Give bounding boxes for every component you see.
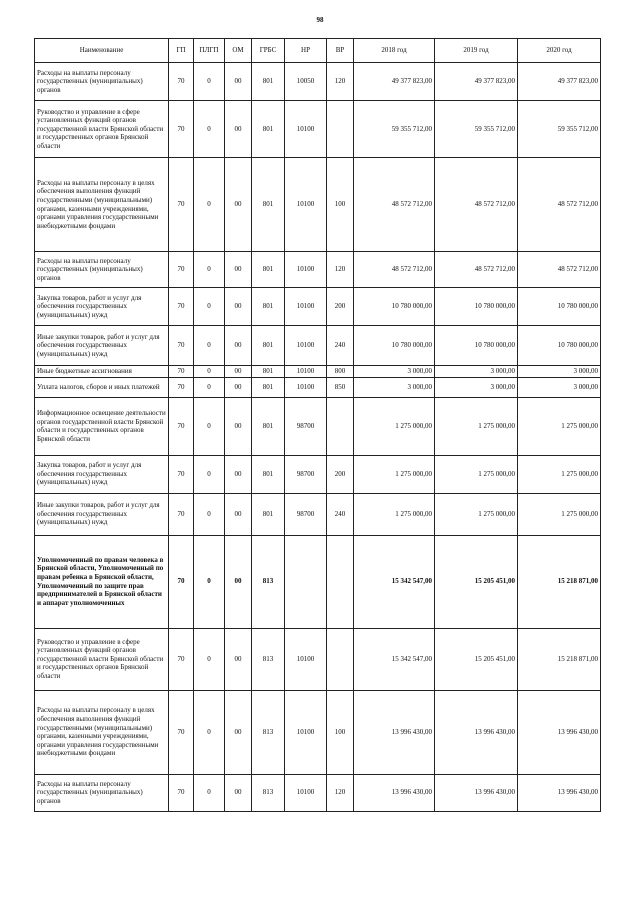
cell-gp: 70 xyxy=(169,493,194,535)
cell-nr: 10100 xyxy=(285,690,327,774)
cell-name: Расходы на выплаты персоналу государственных (муниципальных) органов xyxy=(35,63,169,101)
cell-vr: 200 xyxy=(327,455,354,493)
cell-gp: 70 xyxy=(169,397,194,455)
table-row xyxy=(35,493,601,535)
cell-om: 00 xyxy=(225,397,252,455)
cell-2018: 10 780 000,00 xyxy=(354,288,435,326)
cell-name: Руководство и управление в сфере установленных функций органов государственной власти Брянской области и государственных органов Брянской области xyxy=(35,628,169,690)
cell-grbs: 801 xyxy=(252,377,285,397)
cell-2018: 59 355 712,00 xyxy=(354,101,435,158)
cell-2020: 48 572 712,00 xyxy=(518,158,601,252)
cell-vr: 240 xyxy=(327,493,354,535)
cell-nr: 98700 xyxy=(285,493,327,535)
cell-gp: 70 xyxy=(169,158,194,252)
header-name: Наименование xyxy=(35,39,169,63)
cell-gp: 70 xyxy=(169,377,194,397)
cell-plgp: 0 xyxy=(194,628,225,690)
table-row xyxy=(35,326,601,366)
cell-grbs: 801 xyxy=(252,455,285,493)
cell-2019: 15 205 451,00 xyxy=(435,628,518,690)
cell-name: Расходы на выплаты персоналу государственных (муниципальных) органов xyxy=(35,774,169,811)
cell-vr xyxy=(327,101,354,158)
cell-plgp: 0 xyxy=(194,397,225,455)
cell-nr: 10100 xyxy=(285,774,327,811)
cell-name: Расходы на выплаты персоналу в целях обеспечения выполнения функций государственными (муниципальными) органами, казенными учреждениями, органами управления государственными внебюджетными фондами xyxy=(35,158,169,252)
header-2020: 2020 год xyxy=(518,39,601,63)
cell-om: 00 xyxy=(225,774,252,811)
cell-2019: 10 780 000,00 xyxy=(435,326,518,366)
cell-nr: 10100 xyxy=(285,377,327,397)
cell-gp: 70 xyxy=(169,455,194,493)
cell-gp: 70 xyxy=(169,101,194,158)
cell-2018: 13 996 430,00 xyxy=(354,774,435,811)
cell-grbs: 801 xyxy=(252,397,285,455)
table-row xyxy=(35,366,601,378)
cell-grbs: 801 xyxy=(252,63,285,101)
cell-plgp: 0 xyxy=(194,101,225,158)
cell-nr: 10100 xyxy=(285,101,327,158)
cell-vr xyxy=(327,535,354,628)
cell-nr: 10100 xyxy=(285,158,327,252)
cell-name: Иные закупки товаров, работ и услуг для обеспечения государственных (муниципальных) нужд xyxy=(35,326,169,366)
cell-2020: 1 275 000,00 xyxy=(518,397,601,455)
cell-2020: 10 780 000,00 xyxy=(518,326,601,366)
cell-om: 00 xyxy=(225,252,252,288)
cell-gp: 70 xyxy=(169,288,194,326)
cell-nr xyxy=(285,535,327,628)
cell-om: 00 xyxy=(225,377,252,397)
cell-om: 00 xyxy=(225,493,252,535)
cell-name: Руководство и управление в сфере установленных функций органов государственной власти Брянской области и государственных органов Брянской области xyxy=(35,101,169,158)
cell-2019: 1 275 000,00 xyxy=(435,397,518,455)
cell-plgp: 0 xyxy=(194,493,225,535)
cell-2020: 10 780 000,00 xyxy=(518,288,601,326)
cell-2019: 3 000,00 xyxy=(435,366,518,378)
cell-vr xyxy=(327,628,354,690)
cell-2018: 13 996 430,00 xyxy=(354,690,435,774)
cell-gp: 70 xyxy=(169,252,194,288)
cell-vr: 100 xyxy=(327,690,354,774)
cell-2019: 3 000,00 xyxy=(435,377,518,397)
cell-2019: 15 205 451,00 xyxy=(435,535,518,628)
cell-plgp: 0 xyxy=(194,455,225,493)
header-plgp: ПЛГП xyxy=(194,39,225,63)
cell-plgp: 0 xyxy=(194,326,225,366)
page-number: 98 xyxy=(316,16,324,24)
table-row xyxy=(35,455,601,493)
table-row xyxy=(35,288,601,326)
cell-nr: 10100 xyxy=(285,366,327,378)
cell-plgp: 0 xyxy=(194,366,225,378)
cell-name: Расходы на выплаты персоналу в целях обеспечения выполнения функций государственными (муниципальными) органами, казенными учреждениями, органами управления государственными внебюджетными фондами xyxy=(35,690,169,774)
cell-2018: 15 342 547,00 xyxy=(354,628,435,690)
table-row xyxy=(35,397,601,455)
cell-om: 00 xyxy=(225,535,252,628)
cell-2018: 1 275 000,00 xyxy=(354,397,435,455)
cell-om: 00 xyxy=(225,63,252,101)
header-vr: ВР xyxy=(327,39,354,63)
cell-2018: 1 275 000,00 xyxy=(354,455,435,493)
cell-name: Информационное освещение деятельности органов государственной власти Брянской области и государственных органов Брянской области xyxy=(35,397,169,455)
cell-om: 00 xyxy=(225,366,252,378)
cell-plgp: 0 xyxy=(194,377,225,397)
table-row xyxy=(35,63,601,101)
cell-2019: 1 275 000,00 xyxy=(435,455,518,493)
cell-gp: 70 xyxy=(169,63,194,101)
header-2019: 2019 год xyxy=(435,39,518,63)
header-grbs: ГРБС xyxy=(252,39,285,63)
cell-name: Иные бюджетные ассигнования xyxy=(35,366,169,378)
cell-plgp: 0 xyxy=(194,252,225,288)
cell-nr: 98700 xyxy=(285,397,327,455)
cell-vr xyxy=(327,397,354,455)
cell-nr: 10100 xyxy=(285,288,327,326)
cell-nr: 10100 xyxy=(285,252,327,288)
cell-grbs: 813 xyxy=(252,690,285,774)
header-nr: НР xyxy=(285,39,327,63)
header-gp: ГП xyxy=(169,39,194,63)
header-row xyxy=(35,39,601,63)
cell-2018: 3 000,00 xyxy=(354,366,435,378)
cell-name: Расходы на выплаты персоналу государственных (муниципальных) органов xyxy=(35,252,169,288)
cell-vr: 200 xyxy=(327,288,354,326)
table-row xyxy=(35,377,601,397)
cell-plgp: 0 xyxy=(194,288,225,326)
cell-vr: 100 xyxy=(327,158,354,252)
table-row xyxy=(35,774,601,811)
cell-name: Иные закупки товаров, работ и услуг для обеспечения государственных (муниципальных) нужд xyxy=(35,493,169,535)
cell-gp: 70 xyxy=(169,366,194,378)
cell-2018: 48 572 712,00 xyxy=(354,158,435,252)
cell-2020: 48 572 712,00 xyxy=(518,252,601,288)
cell-grbs: 801 xyxy=(252,326,285,366)
cell-2018: 49 377 823,00 xyxy=(354,63,435,101)
cell-gp: 70 xyxy=(169,535,194,628)
cell-om: 00 xyxy=(225,628,252,690)
cell-2020: 49 377 823,00 xyxy=(518,63,601,101)
header-om: ОМ xyxy=(225,39,252,63)
cell-om: 00 xyxy=(225,101,252,158)
cell-2019: 13 996 430,00 xyxy=(435,774,518,811)
cell-vr: 800 xyxy=(327,366,354,378)
cell-2019: 1 275 000,00 xyxy=(435,493,518,535)
cell-2020: 15 218 871,00 xyxy=(518,535,601,628)
table-row xyxy=(35,535,601,628)
cell-vr: 240 xyxy=(327,326,354,366)
cell-2019: 48 572 712,00 xyxy=(435,252,518,288)
cell-2018: 15 342 547,00 xyxy=(354,535,435,628)
cell-grbs: 813 xyxy=(252,535,285,628)
cell-2019: 49 377 823,00 xyxy=(435,63,518,101)
cell-2020: 15 218 871,00 xyxy=(518,628,601,690)
cell-grbs: 801 xyxy=(252,288,285,326)
cell-grbs: 801 xyxy=(252,366,285,378)
cell-2018: 10 780 000,00 xyxy=(354,326,435,366)
cell-gp: 70 xyxy=(169,690,194,774)
cell-2018: 48 572 712,00 xyxy=(354,252,435,288)
cell-plgp: 0 xyxy=(194,690,225,774)
cell-2018: 3 000,00 xyxy=(354,377,435,397)
cell-grbs: 813 xyxy=(252,628,285,690)
table-row xyxy=(35,101,601,158)
table-row xyxy=(35,690,601,774)
cell-grbs: 801 xyxy=(252,101,285,158)
cell-name: Закупка товаров, работ и услуг для обеспечения государственных (муниципальных) нужд xyxy=(35,455,169,493)
cell-name: Уплата налогов, сборов и иных платежей xyxy=(35,377,169,397)
cell-2020: 13 996 430,00 xyxy=(518,774,601,811)
table-row xyxy=(35,252,601,288)
table-row xyxy=(35,628,601,690)
cell-gp: 70 xyxy=(169,326,194,366)
cell-nr: 98700 xyxy=(285,455,327,493)
cell-vr: 850 xyxy=(327,377,354,397)
cell-plgp: 0 xyxy=(194,535,225,628)
cell-2019: 10 780 000,00 xyxy=(435,288,518,326)
cell-grbs: 801 xyxy=(252,252,285,288)
cell-2019: 59 355 712,00 xyxy=(435,101,518,158)
cell-vr: 120 xyxy=(327,252,354,288)
cell-2020: 3 000,00 xyxy=(518,366,601,378)
cell-nr: 10050 xyxy=(285,63,327,101)
cell-name: Закупка товаров, работ и услуг для обеспечения государственных (муниципальных) нужд xyxy=(35,288,169,326)
cell-plgp: 0 xyxy=(194,158,225,252)
budget-table xyxy=(34,38,601,812)
cell-om: 00 xyxy=(225,455,252,493)
cell-2020: 1 275 000,00 xyxy=(518,455,601,493)
cell-vr: 120 xyxy=(327,774,354,811)
cell-om: 00 xyxy=(225,288,252,326)
header-2018: 2018 год xyxy=(354,39,435,63)
cell-vr: 120 xyxy=(327,63,354,101)
cell-nr: 10100 xyxy=(285,326,327,366)
cell-2018: 1 275 000,00 xyxy=(354,493,435,535)
cell-2020: 13 996 430,00 xyxy=(518,690,601,774)
cell-plgp: 0 xyxy=(194,63,225,101)
cell-name: Уполномоченный по правам человека в Брянской области, Уполномоченный по правам ребенка в Брянской области, Уполномоченный по защите прав предпринимателей в Брянской области и аппарат уполномоченных xyxy=(35,535,169,628)
cell-2019: 48 572 712,00 xyxy=(435,158,518,252)
cell-nr: 10100 xyxy=(285,628,327,690)
cell-om: 00 xyxy=(225,158,252,252)
cell-plgp: 0 xyxy=(194,774,225,811)
cell-2019: 13 996 430,00 xyxy=(435,690,518,774)
cell-2020: 1 275 000,00 xyxy=(518,493,601,535)
table-row xyxy=(35,158,601,252)
cell-om: 00 xyxy=(225,690,252,774)
table-body xyxy=(35,63,601,812)
cell-grbs: 813 xyxy=(252,774,285,811)
cell-gp: 70 xyxy=(169,628,194,690)
cell-2020: 3 000,00 xyxy=(518,377,601,397)
cell-gp: 70 xyxy=(169,774,194,811)
cell-grbs: 801 xyxy=(252,493,285,535)
cell-grbs: 801 xyxy=(252,158,285,252)
cell-2020: 59 355 712,00 xyxy=(518,101,601,158)
cell-om: 00 xyxy=(225,326,252,366)
